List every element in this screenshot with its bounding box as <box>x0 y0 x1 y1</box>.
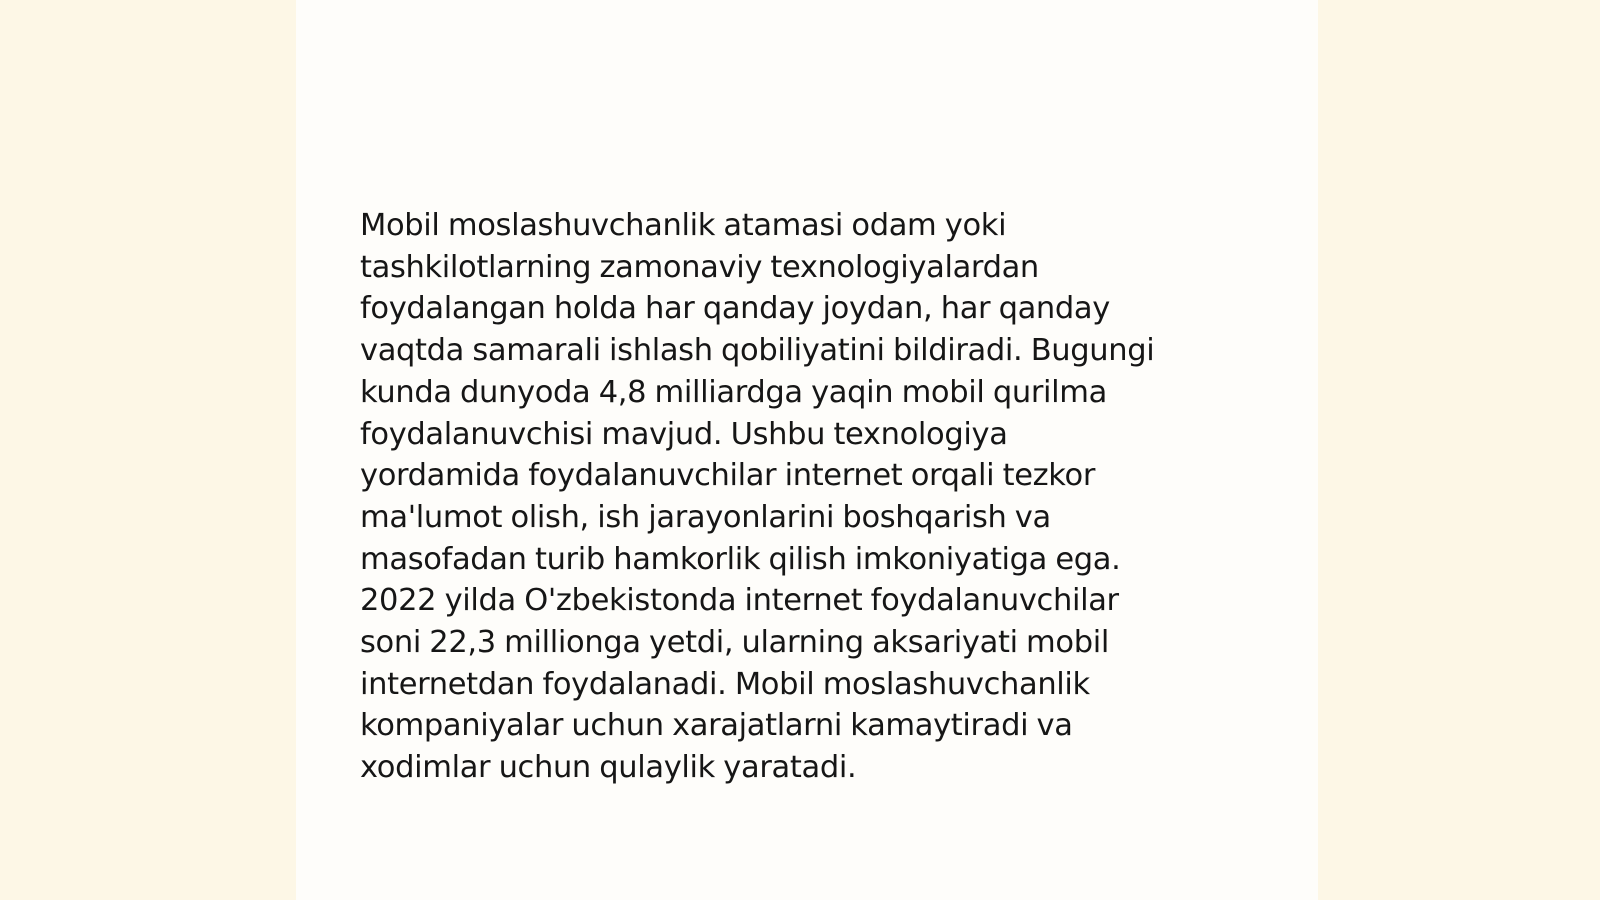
paragraph-line: 2022 yilda O'zbekistonda internet foydalanuvchilar <box>360 583 1119 619</box>
paragraph-line: vaqtda samarali ishlash qobiliyatini bildiradi. Bugungi <box>360 333 1155 369</box>
paragraph-line: internetdan foydalanadi. Mobil moslashuvchanlik <box>360 666 1090 702</box>
paragraph-line: yordamida foydalanuvchilar internet orqali tezkor <box>360 458 1096 494</box>
paragraph-line: kompaniyalar uchun xarajatlarni kamaytiradi va <box>360 708 1073 744</box>
body-paragraph <box>360 205 1260 789</box>
paragraph-line: ma'lumot olish, ish jarayonlarini boshqarish va <box>360 499 1051 535</box>
paragraph-line: tashkilotlarning zamonaviy texnologiyalardan <box>360 249 1039 285</box>
paragraph-line: foydalangan holda har qanday joydan, har qanday <box>360 291 1110 327</box>
paragraph-line: masofadan turib hamkorlik qilish imkoniyatiga ega. <box>360 541 1121 577</box>
paragraph-line: kunda dunyoda 4,8 milliardga yaqin mobil qurilma <box>360 374 1107 410</box>
paragraph-line: foydalanuvchisi mavjud. Ushbu texnologiya <box>360 416 1008 452</box>
paragraph-line: Mobil moslashuvchanlik atamasi odam yoki <box>360 208 1007 243</box>
paragraph-line: soni 22,3 millionga yetdi, ularning aksariyati mobil <box>360 625 1109 661</box>
paragraph-line: xodimlar uchun qulaylik yaratadi. <box>360 750 857 786</box>
